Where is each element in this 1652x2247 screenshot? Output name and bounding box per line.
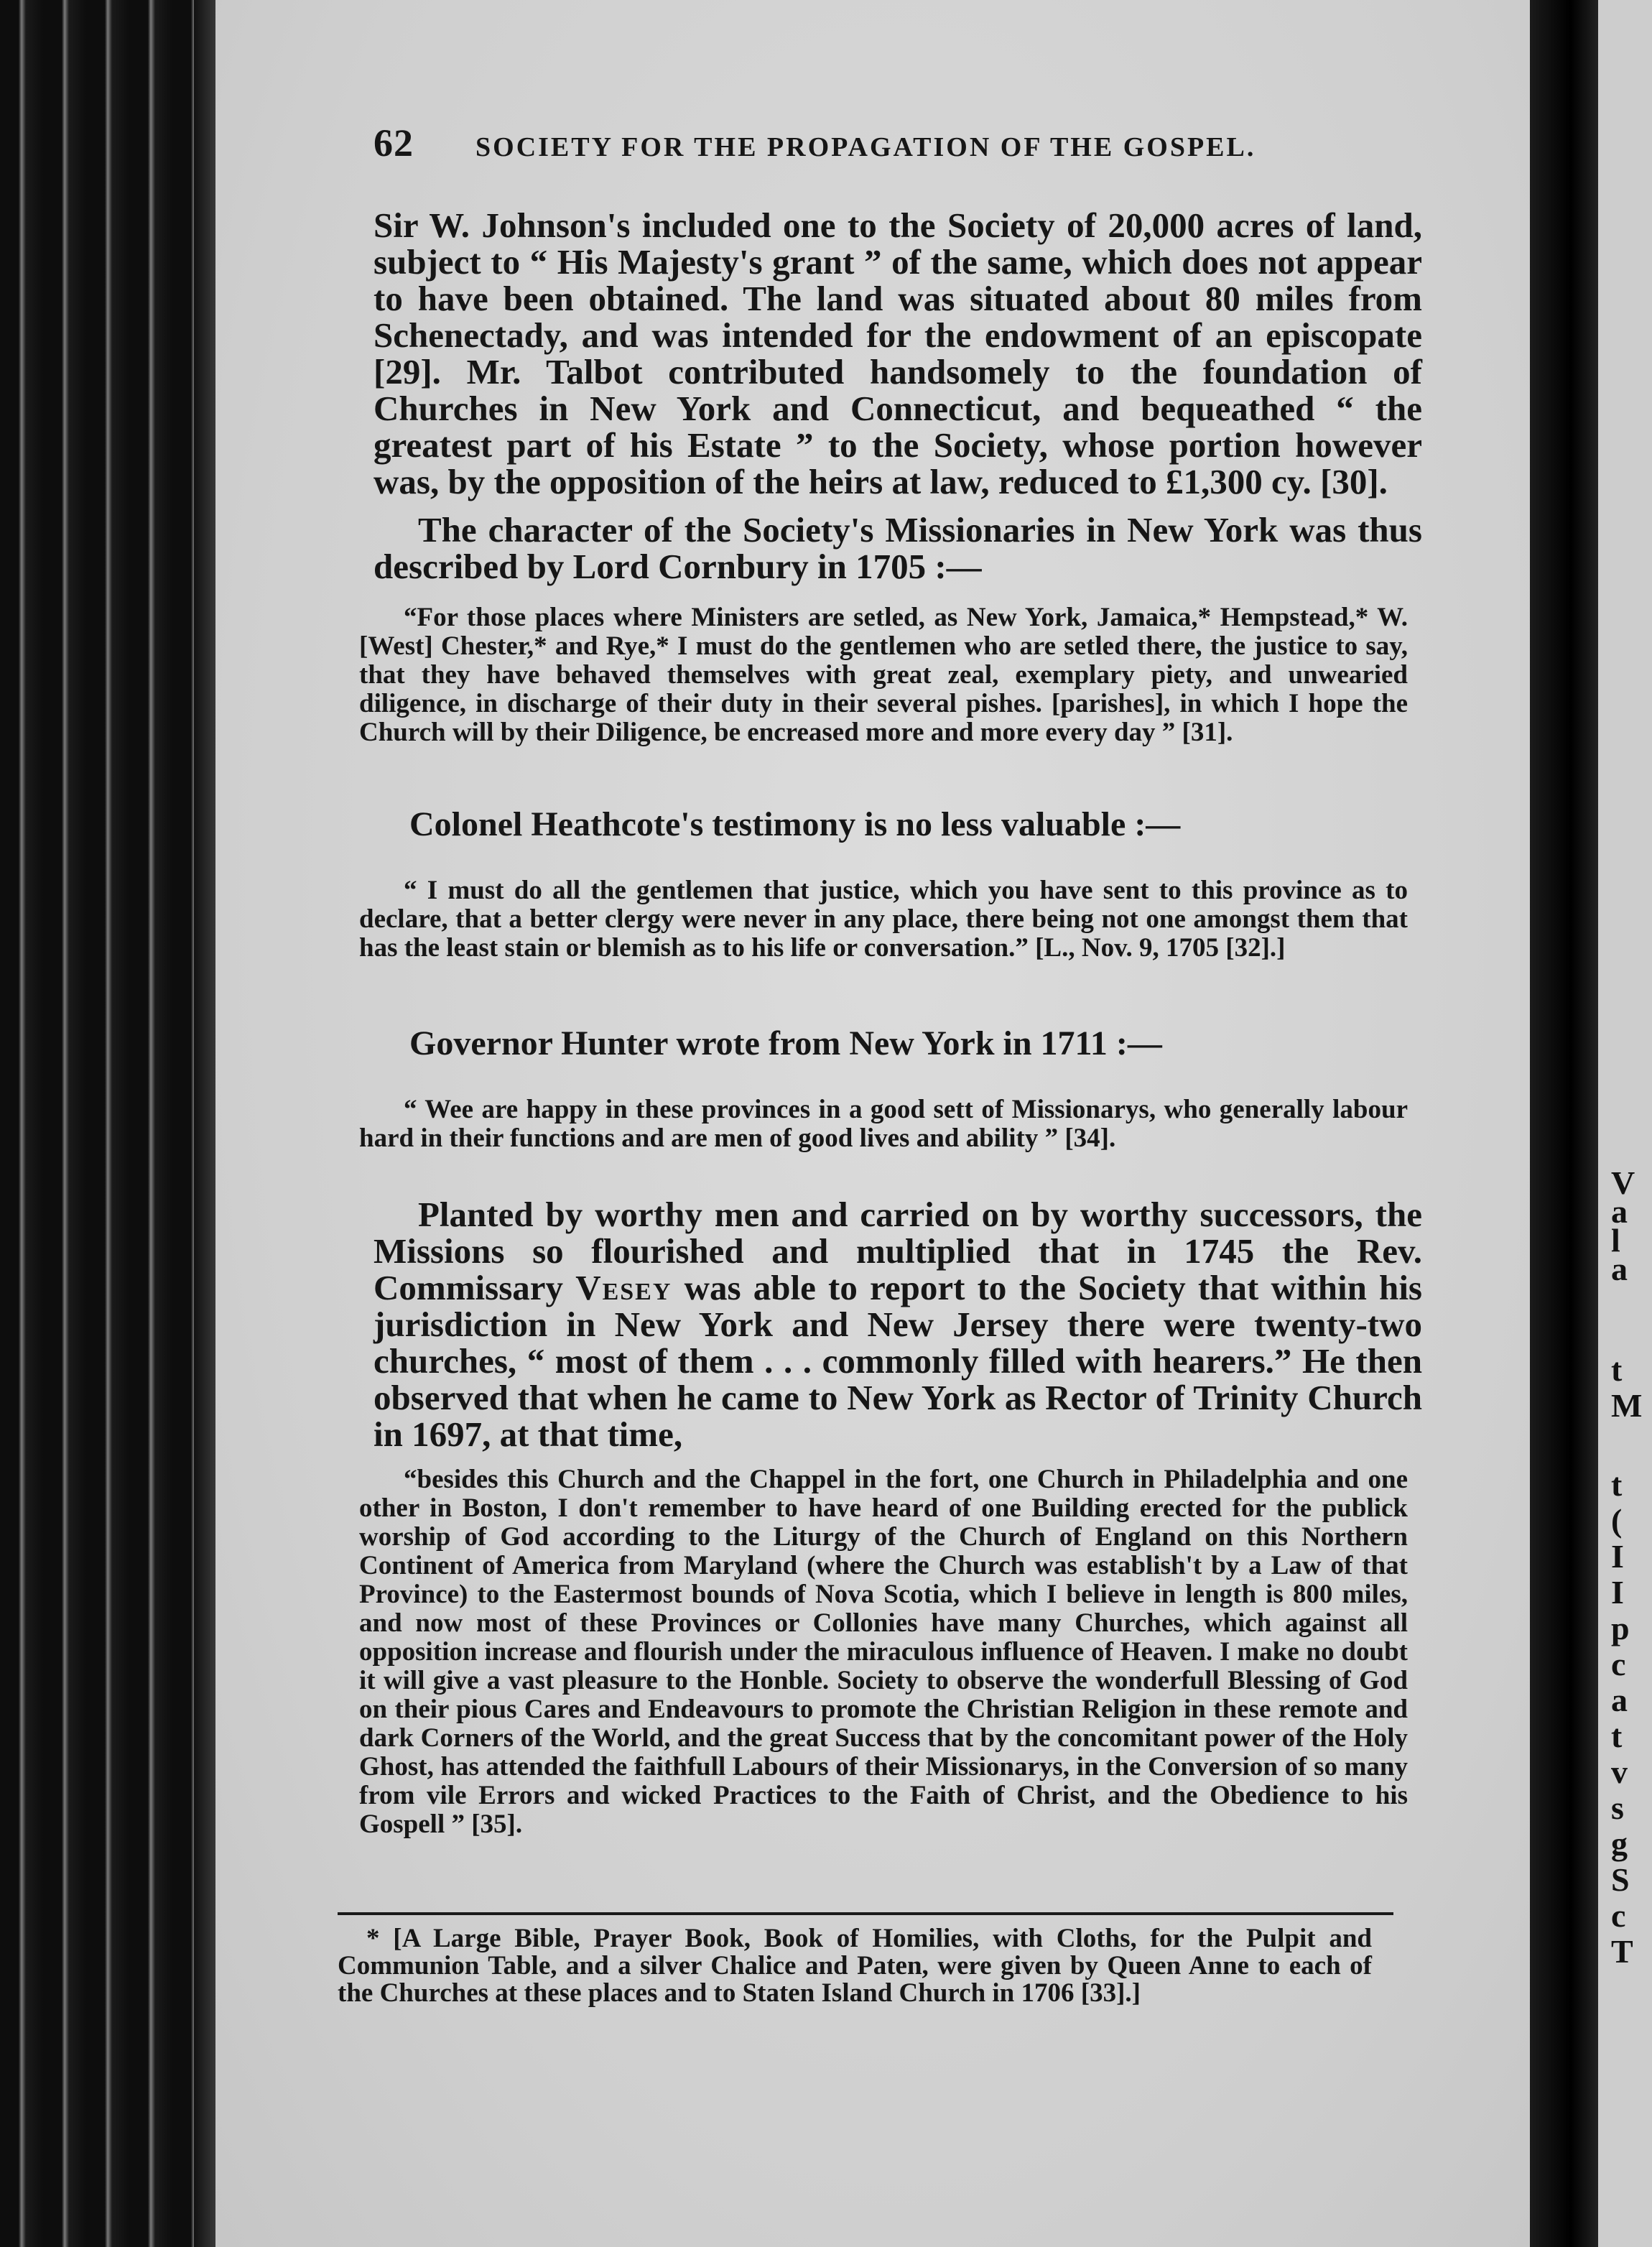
adjacent-page-letter: a xyxy=(1611,1251,1628,1287)
adjacent-page-letter: p xyxy=(1611,1610,1630,1646)
adjacent-page-letter: ( xyxy=(1611,1502,1623,1539)
running-head: SOCIETY FOR THE PROPAGATION OF THE GOSPEL. xyxy=(475,132,1256,162)
adjacent-page-letter: v xyxy=(1611,1753,1628,1790)
adjacent-page-letter: c xyxy=(1611,1646,1626,1682)
adjacent-page-letter: t xyxy=(1611,1466,1623,1503)
adjacent-page-letter: t xyxy=(1611,1351,1623,1388)
paragraph-vesey xyxy=(373,1196,1422,1453)
paragraph-cornbury-intro: The character of the Society's Missionaries in New York was thus described by Lord Cornbury in 1705 :— xyxy=(373,510,1422,586)
book-binding-edge xyxy=(0,0,215,2247)
paragraph-heathcote-intro: Colonel Heathcote's testimony is no less valuable :— xyxy=(409,805,1181,843)
paragraph-vesey-part-a: Planted by worthy men and carried on by worthy successors, the Missions so flourished and multiplied that in 1745 the Rev. Commissary xyxy=(373,1195,1422,1307)
adjacent-page-edge xyxy=(1598,0,1652,2247)
adjacent-page-letter: s xyxy=(1611,1789,1624,1826)
adjacent-page-letter: a xyxy=(1611,1193,1628,1230)
quote-cornbury: “For those places where Ministers are setled, as New York, Jamaica,* Hempstead,* W. [West] Chester,* and Rye,* I must do the gentlemen who are setled there, the justice to say, that they have behaved themselves with great zeal, exemplary piety, and unwearied diligence, in discharge of their duty in their several pishes. [parishes], in which I hope the Church will by their Diligence, be encreased more and more every day ” [31]. xyxy=(359,603,1408,747)
adjacent-page-letter: c xyxy=(1611,1897,1626,1934)
adjacent-page-letter: S xyxy=(1611,1861,1630,1898)
footnote: * [A Large Bible, Prayer Book, Book of Homilies, with Cloths, for the Pulpit and Communion Table, and a silver Chalice and Paten, were given by Queen Anne to each of the Churches at these places and to Staten Island Church in 1706 [33].] xyxy=(338,1924,1372,2008)
book-gutter xyxy=(1530,0,1598,2247)
footnote-rule xyxy=(338,1912,1393,1915)
adjacent-page-letter: g xyxy=(1611,1825,1628,1862)
adjacent-page-letter: T xyxy=(1611,1933,1633,1970)
adjacent-page-letter: a xyxy=(1611,1682,1628,1718)
quote-hunter: “ Wee are happy in these provinces in a good sett of Missionarys, who generally labour hard in their functions and are men of good lives and ability ” [34]. xyxy=(359,1095,1408,1153)
paragraph-johnson-talbot: Sir W. Johnson's included one to the Society of 20,000 acres of land, subject to “ His Majesty's grant ” of the same, which does not appear to have been obtained. The land was situated about 80 miles from Schenectady, and was intended for the endowment of an episcopate [29]. Mr. Talbot contributed handsomely to the foundation of Churches in New York and Connecticut, and bequeathed “ the greatest part of his Estate ” to the Society, whose portion however was, by the opposition of the heirs at law, reduced to £1,300 cy. [30]. xyxy=(373,205,1422,501)
quote-heathcote: “ I must do all the gentlemen that justice, which you have sent to this province as to declare, that a better clergy were never in any place, there being not one amongst them that has the least stain or blemish as to his life or conversation.” [L., Nov. 9, 1705 [32].] xyxy=(359,876,1408,963)
name-vesey: Vesey xyxy=(575,1268,672,1307)
paragraph-hunter-intro: Governor Hunter wrote from New York in 1711 :— xyxy=(409,1024,1162,1062)
quote-vesey: “besides this Church and the Chappel in the fort, one Church in Philadelphia and one other in Boston, I don't remember to have heard of one Building erected for the publick worship of God according to the Liturgy of the Church of England on this Northern Continent of America from Maryland (where the Church was establish't by a Law of that Province) to the Eastermost bounds of Nova Scotia, which I believe in length is 800 miles, and now most of these Provinces or Collonies have many Churches, which against all opposition increase and flourish under the miraculous influence of Heaven. I make no doubt it will give a vast pleasure to the Honble. Society to observe the wonderfull Blessing of God on their pious Cares and Endeavours to promote the Christian Religion in these remote and dark Corners of the World, and the great Success that by the concomitant power of the Holy Ghost, has attended the faithfull Labours of their Missionarys, in the Conversion of so many from vile Errors and wicked Practices to the Faith of Christ, and the Obedience to his Gospell ” [35]. xyxy=(359,1465,1408,1839)
page-header xyxy=(373,121,1286,165)
paragraph-vesey-part-b: was able to report to the Society that within his jurisdiction in New York and New Jersey there were twenty-two churches, “ most of them . . . commonly filled with hearers.” He then observed that when he came to New York as Rector of Trinity Church in 1697, at that time, xyxy=(373,1268,1422,1454)
adjacent-page-letter: V xyxy=(1611,1164,1635,1201)
adjacent-page-letter: I xyxy=(1611,1574,1624,1611)
page-number: 62 xyxy=(373,121,414,165)
adjacent-page-letter: I xyxy=(1611,1538,1624,1575)
adjacent-page-letter: t xyxy=(1611,1718,1623,1754)
adjacent-page-letter: l xyxy=(1611,1222,1620,1259)
adjacent-page-letter: M xyxy=(1611,1387,1643,1424)
